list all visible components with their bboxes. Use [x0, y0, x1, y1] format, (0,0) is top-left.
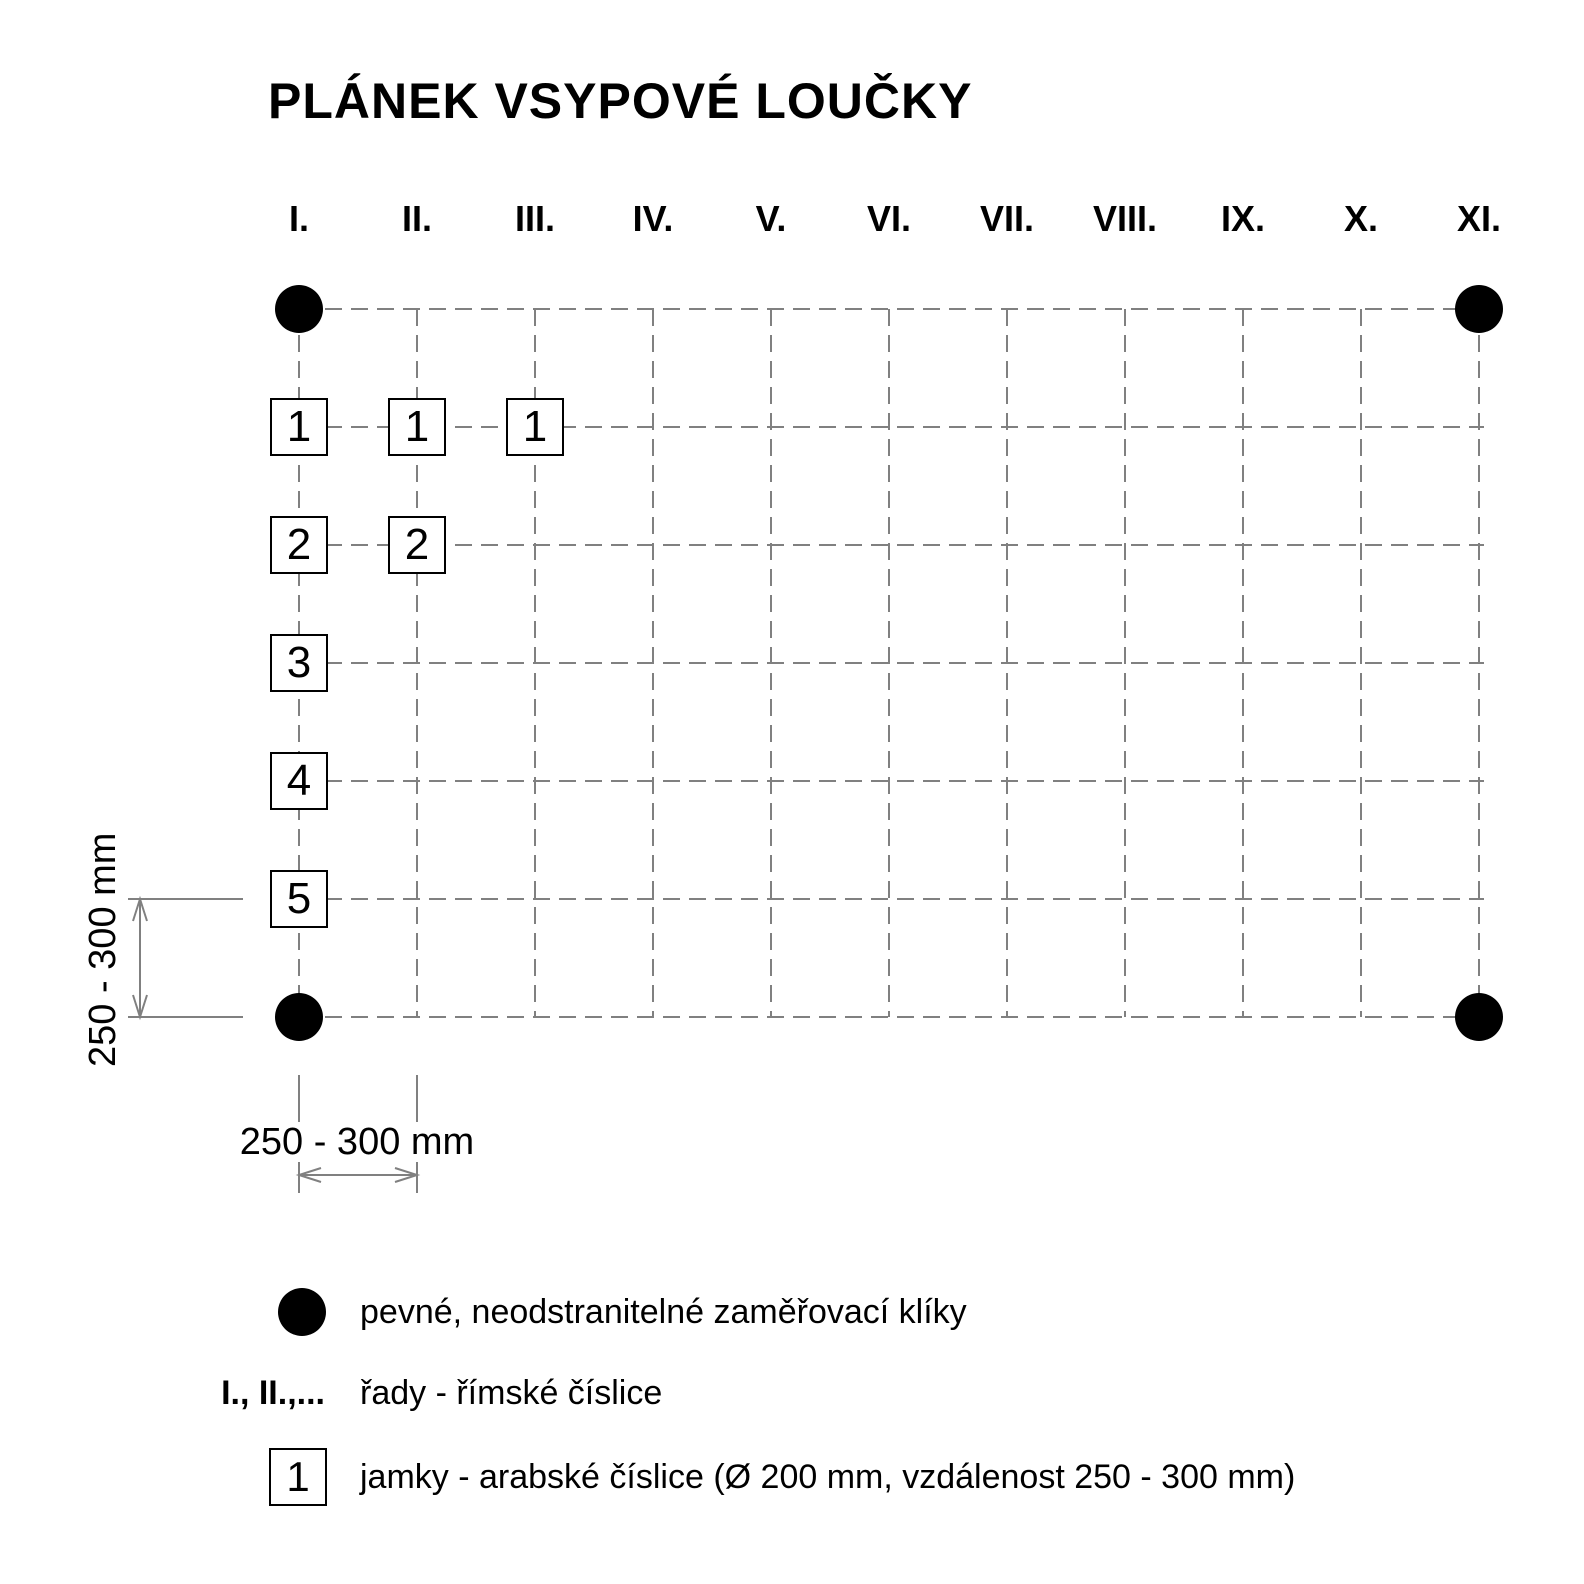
pit-square-row4-col1: 4: [270, 752, 328, 810]
corner-marker-top-left: [275, 285, 323, 333]
legend-item-text-1: řady - římské číslice: [360, 1374, 663, 1412]
pit-square-row1-col3: 1: [506, 398, 564, 456]
corner-marker-bottom-left: [275, 993, 323, 1041]
column-header-3: III.: [514, 198, 555, 239]
column-header-11: XI.: [1456, 198, 1501, 239]
column-header-10: X.: [1343, 198, 1378, 239]
column-header-6: VI.: [866, 198, 911, 239]
vertical-dimension-label: 250 - 300 mm: [82, 832, 124, 1067]
legend-marker-circle: [278, 1288, 326, 1336]
column-header-4: IV.: [632, 198, 674, 239]
pit-square-row3-col1: 3: [270, 634, 328, 692]
horizontal-dimension-label: 250 - 300 mm: [237, 1122, 477, 1162]
legend-roman-rows-symbol: I., II.,...: [221, 1374, 325, 1412]
column-header-7: VII.: [979, 198, 1035, 239]
column-header-5: V.: [755, 198, 787, 239]
corner-marker-bottom-right: [1455, 993, 1503, 1041]
pit-square-row2-col2: 2: [388, 516, 446, 574]
page-title: PLÁNEK VSYPOVÉ LOUČKY: [268, 73, 973, 129]
corner-marker-top-right: [1455, 285, 1503, 333]
pit-square-row1-col1: 1: [270, 398, 328, 456]
pit-square-row1-col2: 1: [388, 398, 446, 456]
column-header-1: I.: [288, 198, 309, 239]
legend-item-text-0: pevné, neodstranitelné zaměřovací klíky: [360, 1293, 967, 1331]
pit-square-row5-col1: 5: [270, 870, 328, 928]
column-header-2: II.: [401, 198, 432, 239]
legend-item-text-2: jamky - arabské číslice (Ø 200 mm, vzdálenost 250 - 300 mm): [360, 1458, 1296, 1496]
column-header-8: VIII.: [1092, 198, 1158, 239]
legend-pit-square: 1: [269, 1448, 327, 1506]
pit-square-row2-col1: 2: [270, 516, 328, 574]
column-header-9: IX.: [1220, 198, 1265, 239]
